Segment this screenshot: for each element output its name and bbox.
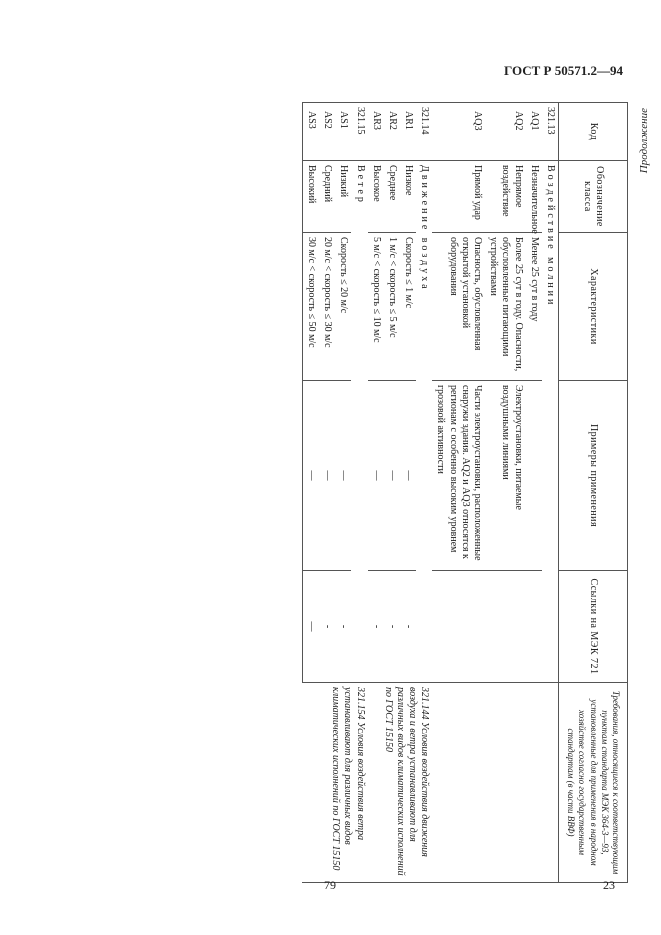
section-requirement: 321.154 Условия воздействия ветра устанавливают для различных видов климатических исполнений по ГОСТ 15150 (302, 683, 367, 883)
row-designation: Прямой удар (432, 161, 485, 233)
row-characteristic: 30 м/с < скорость ≤ 50 м/с (302, 233, 319, 381)
row-designation: Непрямое воздействие (485, 161, 526, 233)
col-header-designation: Обозначение класса (559, 161, 628, 233)
row-example: Электроустановки, питаемые воздушными линиями (485, 381, 526, 571)
section-title: Ветер (351, 161, 367, 683)
page-number-right: 23 (603, 878, 615, 892)
row-example: — (335, 381, 351, 571)
classification-table (302, 102, 628, 883)
col-header-examples: Примеры применения (559, 381, 628, 571)
row-characteristic: Скорость ≤ 1 м/с (400, 233, 416, 381)
row-requirement (526, 683, 542, 883)
table-row (485, 103, 526, 883)
row-characteristic: Опасность, обусловленная открытой установкой оборудования (432, 233, 485, 381)
row-characteristic: Менее 25 сут в году (526, 233, 542, 381)
col-header-characteristics: Характеристики (559, 233, 628, 381)
row-code: AR1 (400, 103, 416, 161)
row-designation: Среднее (384, 161, 400, 233)
row-designation: Незначительное (526, 161, 542, 233)
row-reference (432, 571, 485, 683)
row-requirement (432, 683, 485, 883)
row-designation: Средний (319, 161, 335, 233)
row-reference (485, 571, 526, 683)
row-reference: — (302, 571, 319, 683)
row-example: Части электроустановки, расположенные снаружи здания. AQ2 и AQ3 относятся к регионам с особенно высоким уровнем грозовой активности (432, 381, 485, 571)
row-example: — (400, 381, 416, 571)
row-example: — (384, 381, 400, 571)
row-example: — (302, 381, 319, 571)
row-characteristic: Более 25 сут в году. Опасности, обусловленные питающими устройствами (485, 233, 526, 381)
col-header-refs: Ссылки на МЭК 721 (559, 571, 628, 683)
row-example: — (319, 381, 335, 571)
row-code: AS1 (335, 103, 351, 161)
row-characteristic: 5 м/с < скорость ≤ 10 м/с (368, 233, 384, 381)
row-code: AS3 (302, 103, 319, 161)
section-row (416, 103, 432, 883)
section-row (542, 103, 559, 883)
page-number-center: 79 (324, 878, 336, 892)
row-code: AQ2 (485, 103, 526, 161)
row-code: AQ3 (432, 103, 485, 161)
row-code: AR2 (384, 103, 400, 161)
row-characteristic: 20 м/с < скорость ≤ 30 м/с (319, 233, 335, 381)
col-header-requirements: Требования, относящиеся к соответствующим пунктам стандарта МЭК 364-3—93, установленные для применения в народном хозяйстве согласно государственным стандартам (в части ВВФ) (559, 683, 628, 883)
continuation-label: Продолжение (638, 108, 650, 174)
row-reference: - (319, 571, 335, 683)
section-code: 321.14 (416, 103, 432, 161)
section-title: Воздействие молнии (542, 161, 559, 683)
row-example: — (368, 381, 384, 571)
row-designation: Высокий (302, 161, 319, 233)
section-requirement: 321.144 Условия воздействия движения воздуха и ветра устанавливают для различных видов климатических исполнений по ГОСТ 15150 (368, 683, 433, 883)
row-reference (526, 571, 542, 683)
row-designation: Низкое (400, 161, 416, 233)
row-characteristic: 1 м/с < скорость ≤ 5 м/с (384, 233, 400, 381)
row-characteristic: Скорость ≤ 20 м/с (335, 233, 351, 381)
rotated-table-container (83, 102, 628, 882)
document-number: ГОСТ Р 50571.2—94 (504, 63, 623, 78)
row-designation: Высокое (368, 161, 384, 233)
table-header-row (559, 103, 628, 883)
section-code: 321.15 (351, 103, 367, 161)
row-reference: - (384, 571, 400, 683)
table-row (526, 103, 542, 883)
section-code: 321.13 (542, 103, 559, 161)
table-row (432, 103, 485, 883)
row-example (526, 381, 542, 571)
section-requirement (542, 683, 559, 883)
row-reference: - (335, 571, 351, 683)
row-code: AQ1 (526, 103, 542, 161)
row-reference: - (400, 571, 416, 683)
section-title: Движение воздуха (416, 161, 432, 683)
row-requirement (485, 683, 526, 883)
row-designation: Низкий (335, 161, 351, 233)
col-header-code: Код (559, 103, 628, 161)
row-code: AS2 (319, 103, 335, 161)
section-row (351, 103, 367, 883)
row-reference: - (368, 571, 384, 683)
row-code: AR3 (368, 103, 384, 161)
